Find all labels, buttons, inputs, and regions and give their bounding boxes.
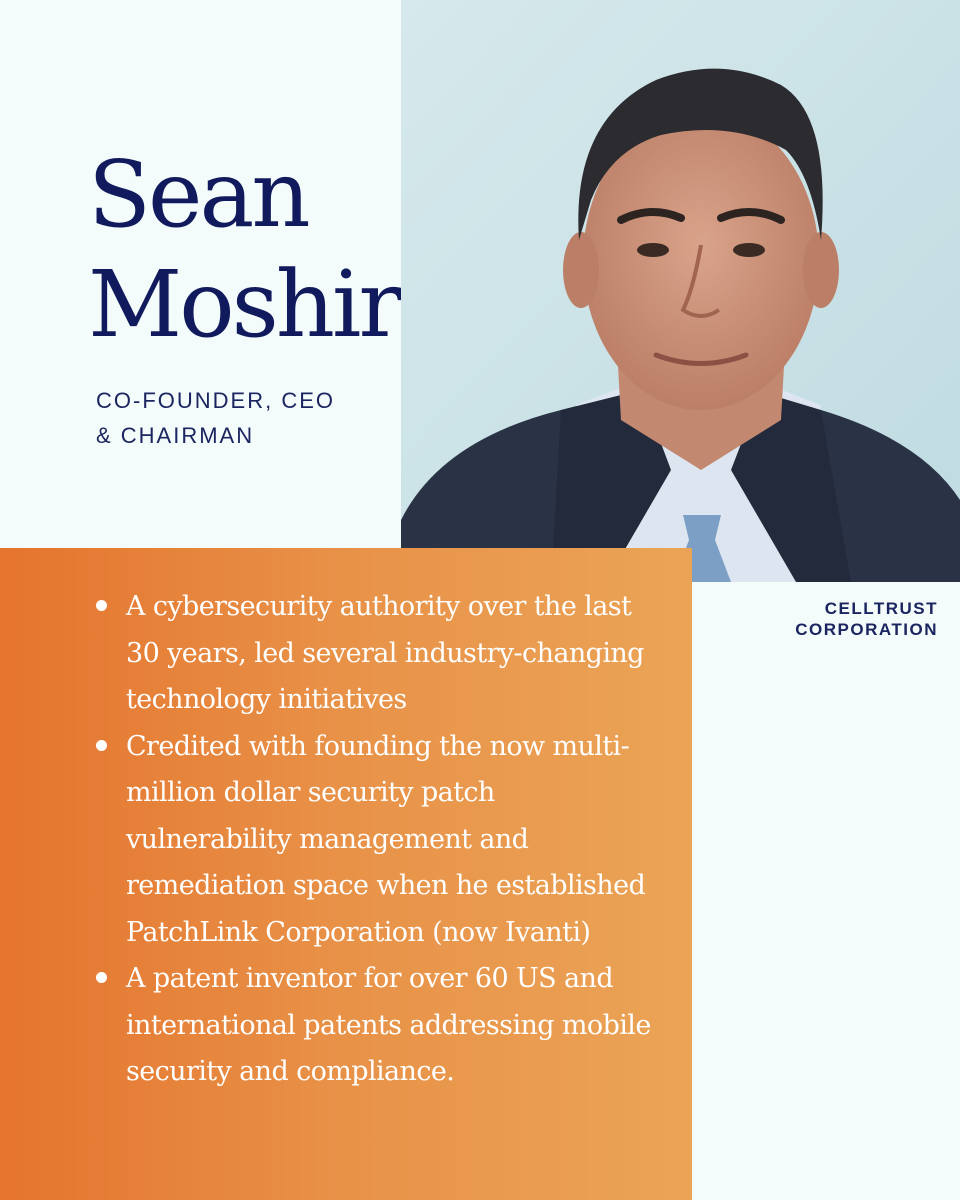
job-title-line-2: & CHAIRMAN — [96, 423, 255, 448]
company-name-line-1: CELLTRUST — [824, 599, 938, 618]
portrait-photo — [401, 0, 960, 582]
job-title-line-1: CO-FOUNDER, CEO — [96, 388, 335, 413]
bullet-dot-icon — [96, 972, 107, 983]
bullet-dot-icon — [96, 600, 107, 611]
bio-bullet-text: A patent inventor for over 60 US and international patents addressing mobile security and compliance. — [126, 963, 651, 1087]
bullet-dot-icon — [96, 740, 107, 751]
portrait-illustration — [401, 0, 960, 582]
job-title — [96, 383, 335, 453]
company-name-line-2: CORPORATION — [795, 620, 938, 639]
first-name: Sean — [88, 141, 308, 248]
bio-bullet — [96, 956, 656, 1096]
company-name — [795, 598, 938, 640]
bio-bullet-list — [96, 584, 656, 1096]
bio-bullet-text: Credited with founding the now multi-million dollar security patch vulnerability management and remediation space when he established PatchLink Corporation (now Ivanti) — [126, 730, 646, 948]
last-name: Moshir — [88, 251, 400, 358]
bio-bullet-text: A cybersecurity authority over the last 30 years, led several industry-changing technology initiatives — [126, 591, 644, 715]
bio-bullet — [96, 724, 656, 957]
person-name — [88, 140, 399, 360]
bio-bullet — [96, 584, 656, 724]
